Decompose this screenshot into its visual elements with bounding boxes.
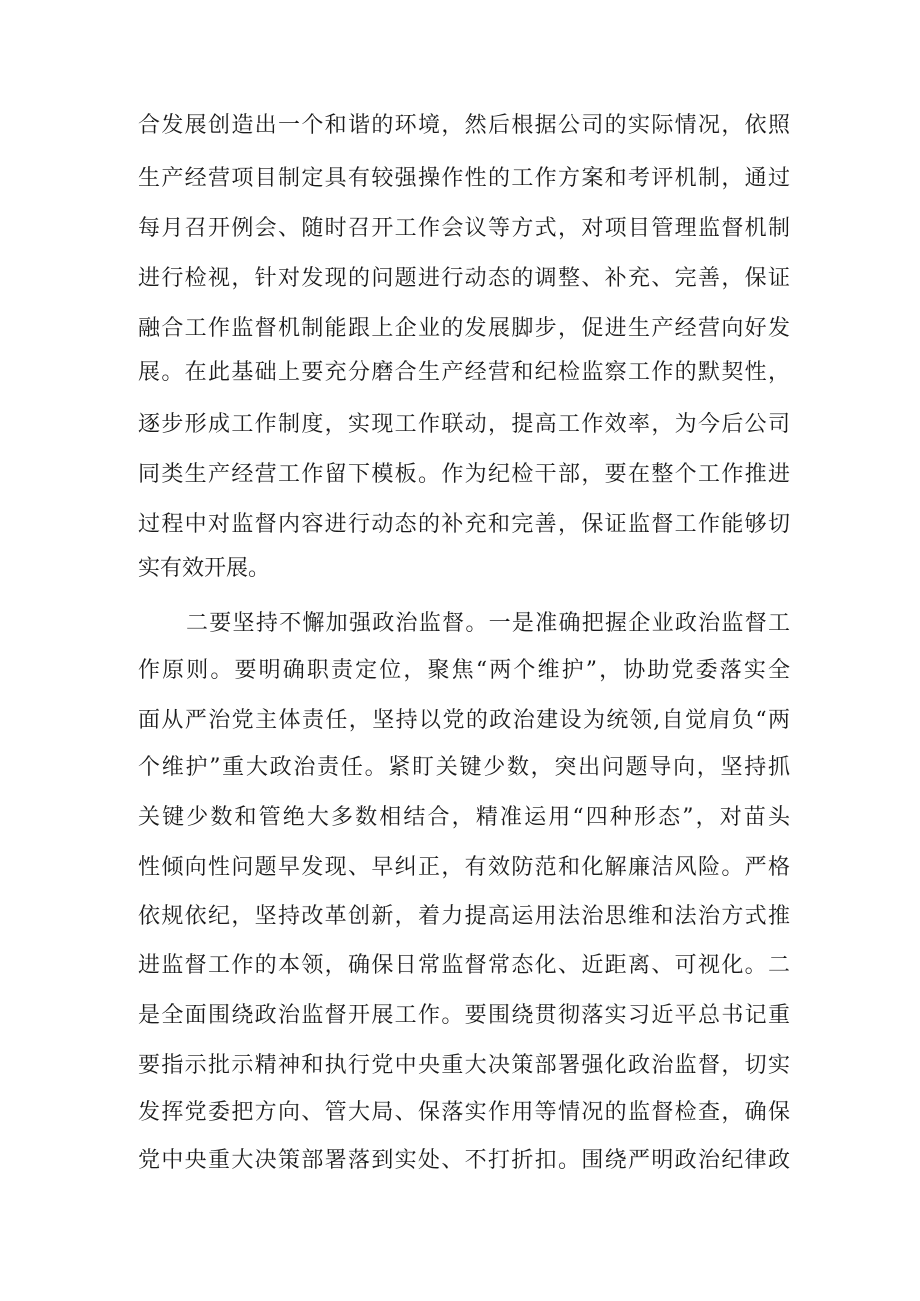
paragraph-line: 过程中对监督内容进行动态的补充和完善，保证监督工作能够切: [138, 512, 790, 537]
paragraph-line: 二要坚持不懈加强政治监督。一是准确把握企业政治监督工: [186, 611, 790, 636]
paragraph-line: 依规依纪，坚持改革创新，着力提高运用法治思维和法治方式推: [138, 904, 790, 929]
paragraph-line: 性倾向性问题早发现、早纠正，有效防范和化解廉洁风险。严格: [138, 855, 790, 880]
paragraph-line: 合发展创造出一个和谐的环境，然后根据公司的实际情况，依照: [138, 113, 790, 138]
paragraph-line: 发挥党委把方向、管大局、保落实作用等情况的监督检查，确保: [138, 1100, 790, 1125]
paragraph-line: 同类生产经营工作留下模板。作为纪检干部，要在整个工作推进: [138, 462, 790, 487]
paragraph-line: 作原则。要明确职责定位，聚焦“两个维护”，协助党委落实全: [138, 658, 790, 683]
paragraph-line: 党中央重大决策部署落到实处、不打折扣。围绕严明政治纪律政: [138, 1148, 790, 1173]
paragraph-line: 进行检视，针对发现的问题进行动态的调整、补充、完善，保证: [138, 266, 790, 291]
paragraph-line: 每月召开例会、随时召开工作会议等方式，对项目管理监督机制: [138, 216, 790, 241]
paragraph-line: 面从严治党主体责任，坚持以党的政治建设为统领,自觉肩负“两: [138, 708, 790, 733]
paragraph-line: 融合工作监督机制能跟上企业的发展脚步，促进生产经营向好发: [138, 316, 790, 341]
paragraph-line: 生产经营项目制定具有较强操作性的工作方案和考评机制，通过: [138, 166, 790, 191]
paragraph-line: 展。在此基础上要充分磨合生产经营和纪检监察工作的默契性，: [138, 360, 790, 385]
paragraph-line: 要指示批示精神和执行党中央重大决策部署强化政治监督，切实: [138, 1053, 790, 1078]
paragraph-line: 个维护”重大政治责任。紧盯关键少数，突出问题导向，坚持抓: [138, 755, 790, 780]
paragraph-line: 关键少数和管绝大多数相结合，精准运用“四种形态”，对苗头: [138, 805, 790, 830]
paragraph-line: 实有效开展。: [138, 556, 271, 581]
paragraph-line: 逐步形成工作制度，实现工作联动，提高工作效率，为今后公司: [138, 412, 790, 437]
paragraph-line: 进监督工作的本领，确保日常监督常态化、近距离、可视化。二: [138, 953, 790, 978]
paragraph-line: 是全面围绕政治监督开展工作。要围绕贯彻落实习近平总书记重: [138, 1003, 790, 1028]
